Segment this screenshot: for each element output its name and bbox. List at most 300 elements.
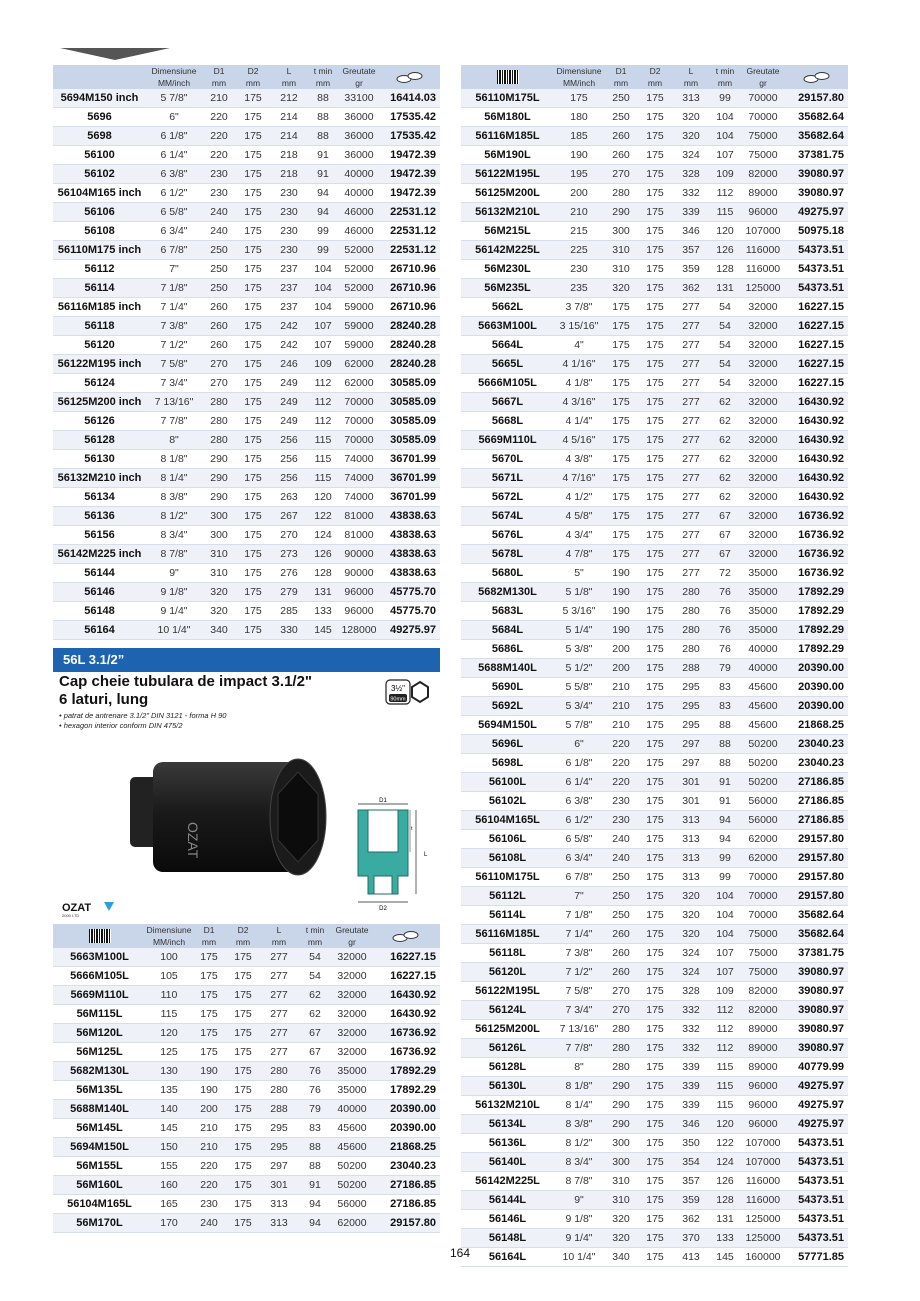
d2-cell: 175 — [638, 1229, 672, 1248]
t-min-cell: 91 — [710, 792, 740, 811]
price-cell: 43838.63 — [380, 507, 440, 526]
d2-cell: 175 — [236, 317, 270, 336]
d2-cell: 175 — [638, 811, 672, 830]
d2-cell: 175 — [638, 678, 672, 697]
d1-cell: 240 — [192, 1214, 226, 1233]
dimension-cell: 9 1/8" — [554, 1210, 604, 1229]
length-cell: 332 — [672, 1001, 710, 1020]
header-dim-unit: MM/inch — [554, 77, 604, 89]
product-code-cell: 56136 — [53, 507, 146, 526]
price-cell: 29157.80 — [786, 849, 848, 868]
socket-table-inch — [53, 65, 440, 640]
price-cell: 29157.80 — [786, 89, 848, 108]
d1-cell: 290 — [202, 488, 236, 507]
bolts-icon — [380, 65, 440, 89]
length-cell: 280 — [672, 621, 710, 640]
header-l: L — [270, 65, 308, 77]
dimension-cell: 6 3/4" — [146, 222, 202, 241]
product-code-cell: 56M120L — [53, 1024, 146, 1043]
dimension-cell: 7 3/4" — [554, 1001, 604, 1020]
t-min-cell: 91 — [710, 773, 740, 792]
weight-cell: 125000 — [740, 1210, 786, 1229]
weight-cell: 70000 — [740, 108, 786, 127]
d1-cell: 175 — [604, 526, 638, 545]
d2-cell: 175 — [638, 545, 672, 564]
length-cell: 214 — [270, 108, 308, 127]
header-dimension: Dimensiune — [554, 65, 604, 77]
d1-cell: 175 — [604, 393, 638, 412]
t-min-cell: 83 — [710, 678, 740, 697]
feature-item: • patrat de antrenare 3.1/2" DIN 3121 - forma H 90 — [59, 711, 227, 720]
price-cell: 39080.97 — [786, 184, 848, 203]
price-cell: 17892.29 — [372, 1081, 440, 1100]
d1-cell: 260 — [604, 925, 638, 944]
weight-cell: 96000 — [740, 1096, 786, 1115]
price-cell: 16430.92 — [372, 1005, 440, 1024]
product-code-cell: 56144 — [53, 564, 146, 583]
d2-cell: 175 — [236, 545, 270, 564]
table-row — [461, 849, 848, 868]
weight-cell: 32000 — [740, 355, 786, 374]
table-row — [461, 982, 848, 1001]
d1-cell: 280 — [604, 1020, 638, 1039]
d1-cell: 200 — [604, 659, 638, 678]
dimension-cell: 4 1/8" — [554, 374, 604, 393]
weight-cell: 125000 — [740, 1229, 786, 1248]
table-row — [53, 298, 440, 317]
price-cell: 27186.85 — [786, 811, 848, 830]
d1-cell: 175 — [192, 1024, 226, 1043]
d1-cell: 210 — [604, 716, 638, 735]
price-cell: 49275.97 — [786, 1096, 848, 1115]
table-row — [461, 260, 848, 279]
weight-cell: 35000 — [740, 602, 786, 621]
dimension-cell: 6 5/8" — [554, 830, 604, 849]
d1-cell: 210 — [604, 678, 638, 697]
product-code-cell: 56108L — [461, 849, 554, 868]
d2-cell: 175 — [236, 203, 270, 222]
price-cell: 36701.99 — [380, 469, 440, 488]
t-min-cell: 115 — [710, 203, 740, 222]
price-cell: 39080.97 — [786, 1001, 848, 1020]
table-row — [53, 450, 440, 469]
price-cell: 16227.15 — [372, 967, 440, 986]
d2-cell: 175 — [226, 1005, 260, 1024]
length-cell: 237 — [270, 260, 308, 279]
t-min-cell: 133 — [710, 1229, 740, 1248]
table-row — [461, 963, 848, 982]
t-min-cell: 124 — [710, 1153, 740, 1172]
d1-cell: 250 — [202, 260, 236, 279]
product-code-cell: 5674L — [461, 507, 554, 526]
price-cell: 28240.28 — [380, 355, 440, 374]
price-cell: 17535.42 — [380, 127, 440, 146]
weight-cell: 62000 — [740, 849, 786, 868]
d1-cell: 175 — [604, 431, 638, 450]
t-min-cell: 99 — [710, 849, 740, 868]
product-code-cell: 56118L — [461, 944, 554, 963]
d1-cell: 260 — [604, 944, 638, 963]
brand-sub: 2000 LTD — [62, 913, 80, 918]
product-code-cell: 5698L — [461, 754, 554, 773]
d1-cell: 175 — [604, 355, 638, 374]
length-cell: 256 — [270, 469, 308, 488]
diagram-l: L — [424, 852, 428, 858]
header-weight: Greutate — [740, 65, 786, 77]
weight-cell: 45600 — [740, 716, 786, 735]
price-cell: 30585.09 — [380, 412, 440, 431]
t-min-cell: 104 — [308, 279, 338, 298]
d2-cell: 175 — [236, 526, 270, 545]
t-min-cell: 88 — [308, 108, 338, 127]
price-cell: 19472.39 — [380, 165, 440, 184]
t-min-cell: 109 — [710, 165, 740, 184]
d1-cell: 250 — [604, 887, 638, 906]
length-cell: 237 — [270, 298, 308, 317]
product-code-cell: 5664L — [461, 336, 554, 355]
t-min-cell: 104 — [308, 298, 338, 317]
length-cell: 237 — [270, 279, 308, 298]
dimension-cell: 10 1/4" — [554, 1248, 604, 1267]
dimension-cell: 6 7/8" — [146, 241, 202, 260]
weight-cell: 74000 — [338, 469, 380, 488]
length-cell: 246 — [270, 355, 308, 374]
weight-cell: 59000 — [338, 298, 380, 317]
price-cell: 16430.92 — [786, 450, 848, 469]
d2-cell: 175 — [638, 431, 672, 450]
section-header: 56L 3.1/2” — [53, 648, 440, 672]
price-cell: 26710.96 — [380, 260, 440, 279]
table-row — [461, 450, 848, 469]
product-code-cell: 56136L — [461, 1134, 554, 1153]
table-row — [53, 108, 440, 127]
price-cell: 35682.64 — [786, 925, 848, 944]
table-row — [53, 127, 440, 146]
dimension-cell: 8 1/4" — [146, 469, 202, 488]
length-cell: 277 — [672, 526, 710, 545]
t-min-cell: 99 — [710, 868, 740, 887]
weight-cell: 70000 — [338, 393, 380, 412]
table-row — [461, 526, 848, 545]
d1-cell: 340 — [604, 1248, 638, 1267]
t-min-cell: 67 — [710, 545, 740, 564]
table-row — [461, 1248, 848, 1267]
price-cell: 17892.29 — [786, 640, 848, 659]
d2-cell: 175 — [236, 621, 270, 640]
d1-cell: 220 — [604, 754, 638, 773]
table-row — [461, 811, 848, 830]
price-cell: 37381.75 — [786, 146, 848, 165]
d1-cell: 210 — [604, 697, 638, 716]
d2-cell: 175 — [638, 1153, 672, 1172]
header-unit-gr: gr — [338, 77, 380, 89]
weight-cell: 75000 — [740, 146, 786, 165]
d1-cell: 175 — [604, 317, 638, 336]
dimension-cell: 215 — [554, 222, 604, 241]
d1-cell: 310 — [604, 1172, 638, 1191]
dimension-cell: 230 — [554, 260, 604, 279]
price-cell: 17892.29 — [786, 621, 848, 640]
product-code-cell: 56132M210L — [461, 1096, 554, 1115]
price-cell: 27186.85 — [786, 773, 848, 792]
table-row — [461, 203, 848, 222]
d2-cell: 175 — [638, 412, 672, 431]
d2-cell: 175 — [236, 108, 270, 127]
weight-cell: 45600 — [332, 1119, 372, 1138]
length-cell: 277 — [260, 1024, 298, 1043]
d2-cell: 175 — [638, 773, 672, 792]
dimension-cell: 105 — [146, 967, 192, 986]
table-row — [461, 1153, 848, 1172]
product-code-cell: 56106 — [53, 203, 146, 222]
table-row — [461, 298, 848, 317]
product-code-cell: 5670L — [461, 450, 554, 469]
page-number: 164 — [450, 1246, 471, 1260]
length-cell: 230 — [270, 184, 308, 203]
dimension-cell: 8 3/4" — [554, 1153, 604, 1172]
table-row — [461, 735, 848, 754]
dimension-cell: 5 1/4" — [554, 621, 604, 640]
table-row — [461, 146, 848, 165]
t-min-cell: 54 — [710, 298, 740, 317]
d2-cell: 175 — [226, 1100, 260, 1119]
d1-cell: 220 — [202, 127, 236, 146]
product-code-cell: 5676L — [461, 526, 554, 545]
table-row — [461, 754, 848, 773]
d2-cell: 175 — [226, 967, 260, 986]
product-code-cell: 56144L — [461, 1191, 554, 1210]
price-cell: 17892.29 — [786, 602, 848, 621]
d1-cell: 175 — [604, 298, 638, 317]
price-cell: 35682.64 — [786, 906, 848, 925]
length-cell: 256 — [270, 431, 308, 450]
product-code-cell: 56110M175L — [461, 868, 554, 887]
product-code-cell: 56146L — [461, 1210, 554, 1229]
t-min-cell: 145 — [308, 621, 338, 640]
length-cell: 212 — [270, 89, 308, 108]
d2-cell: 175 — [638, 1134, 672, 1153]
length-cell: 324 — [672, 944, 710, 963]
length-cell: 280 — [260, 1081, 298, 1100]
table-row — [461, 488, 848, 507]
header-unit-mm: mm — [604, 77, 638, 89]
t-min-cell: 88 — [308, 89, 338, 108]
length-cell: 270 — [270, 526, 308, 545]
dimension-cell: 4 1/16" — [554, 355, 604, 374]
bolts-icon — [372, 924, 440, 948]
length-cell: 295 — [672, 697, 710, 716]
t-min-cell: 115 — [308, 469, 338, 488]
d1-cell: 260 — [604, 963, 638, 982]
t-min-cell: 120 — [710, 222, 740, 241]
dimension-cell: 4 3/4" — [554, 526, 604, 545]
d2-cell: 175 — [638, 222, 672, 241]
product-code-cell: 56126 — [53, 412, 146, 431]
d1-cell: 210 — [192, 1138, 226, 1157]
length-cell: 214 — [270, 127, 308, 146]
product-code-cell: 56130 — [53, 450, 146, 469]
t-min-cell: 104 — [710, 887, 740, 906]
d1-cell: 290 — [604, 1077, 638, 1096]
weight-cell: 40000 — [740, 659, 786, 678]
t-min-cell: 112 — [710, 1001, 740, 1020]
weight-cell: 40000 — [338, 184, 380, 203]
t-min-cell: 76 — [710, 640, 740, 659]
length-cell: 354 — [672, 1153, 710, 1172]
product-code-cell: 56M235L — [461, 279, 554, 298]
weight-cell: 70000 — [740, 89, 786, 108]
price-cell: 16227.15 — [786, 298, 848, 317]
length-cell: 301 — [260, 1176, 298, 1195]
header-d1: D1 — [604, 65, 638, 77]
dimension-cell: 7 7/8" — [146, 412, 202, 431]
price-cell: 35682.64 — [786, 127, 848, 146]
table-row — [461, 659, 848, 678]
table-row — [53, 374, 440, 393]
drive-fraction: 3½" — [391, 684, 405, 693]
d1-cell: 175 — [604, 545, 638, 564]
table-row — [461, 716, 848, 735]
t-min-cell: 91 — [308, 146, 338, 165]
table-row — [53, 431, 440, 450]
d2-cell: 175 — [638, 1039, 672, 1058]
dimension-cell: 195 — [554, 165, 604, 184]
product-code-cell: 56102L — [461, 792, 554, 811]
table-row — [53, 621, 440, 640]
dimension-cell: 175 — [554, 89, 604, 108]
d2-cell: 175 — [638, 583, 672, 602]
product-code-cell: 5662L — [461, 298, 554, 317]
d1-cell: 300 — [604, 222, 638, 241]
price-cell: 21868.25 — [786, 716, 848, 735]
header-unit-mm: mm — [308, 77, 338, 89]
product-code-cell: 5663M100L — [461, 317, 554, 336]
table-row — [53, 260, 440, 279]
weight-cell: 40000 — [740, 640, 786, 659]
weight-cell: 82000 — [740, 1001, 786, 1020]
length-cell: 324 — [672, 963, 710, 982]
d1-cell: 175 — [192, 1005, 226, 1024]
length-cell: 280 — [672, 640, 710, 659]
product-code-cell: 56125M200L — [461, 184, 554, 203]
table-row — [461, 1077, 848, 1096]
price-cell: 43838.63 — [380, 526, 440, 545]
price-cell: 29157.80 — [786, 887, 848, 906]
weight-cell: 32000 — [740, 393, 786, 412]
header-unit-mm: mm — [226, 936, 260, 948]
product-code-cell: 5692L — [461, 697, 554, 716]
product-code-cell: 56100 — [53, 146, 146, 165]
weight-cell: 62000 — [740, 830, 786, 849]
header-d2: D2 — [638, 65, 672, 77]
d1-cell: 200 — [192, 1100, 226, 1119]
dimension-cell: 9 1/8" — [146, 583, 202, 602]
dimension-cell: 6 3/4" — [554, 849, 604, 868]
product-code-cell: 5667L — [461, 393, 554, 412]
length-cell: 357 — [672, 241, 710, 260]
t-min-cell: 94 — [308, 184, 338, 203]
weight-cell: 40000 — [332, 1100, 372, 1119]
svg-text:OZAT: OZAT — [185, 822, 201, 859]
weight-cell: 75000 — [740, 127, 786, 146]
price-cell: 29157.80 — [786, 830, 848, 849]
length-cell: 277 — [672, 336, 710, 355]
length-cell: 295 — [672, 678, 710, 697]
dimension-cell: 6 7/8" — [554, 868, 604, 887]
d2-cell: 175 — [236, 184, 270, 203]
price-cell: 28240.28 — [380, 336, 440, 355]
length-cell: 313 — [672, 811, 710, 830]
table-row — [461, 184, 848, 203]
dimension-cell: 4 5/16" — [554, 431, 604, 450]
d1-cell: 320 — [202, 583, 236, 602]
product-code-cell: 5694M150L — [53, 1138, 146, 1157]
weight-cell: 75000 — [740, 963, 786, 982]
weight-cell: 70000 — [740, 868, 786, 887]
length-cell: 332 — [672, 1039, 710, 1058]
t-min-cell: 126 — [308, 545, 338, 564]
d2-cell: 175 — [236, 222, 270, 241]
t-min-cell: 112 — [710, 1039, 740, 1058]
product-code-cell: 5678L — [461, 545, 554, 564]
product-code-cell: 56110M175L — [461, 89, 554, 108]
dimension-cell: 125 — [146, 1043, 192, 1062]
dimension-cell: 9 1/4" — [554, 1229, 604, 1248]
length-cell: 288 — [260, 1100, 298, 1119]
product-code-cell: 56126L — [461, 1039, 554, 1058]
table-row — [53, 1024, 440, 1043]
t-min-cell: 104 — [710, 108, 740, 127]
t-min-cell: 88 — [710, 754, 740, 773]
length-cell: 346 — [672, 222, 710, 241]
product-code-cell: 56132M210L — [461, 203, 554, 222]
product-code-cell: 56134 — [53, 488, 146, 507]
d2-cell: 175 — [638, 887, 672, 906]
header-unit-gr: gr — [332, 936, 372, 948]
length-cell: 249 — [270, 374, 308, 393]
price-cell: 54373.51 — [786, 1153, 848, 1172]
length-cell: 277 — [672, 545, 710, 564]
t-min-cell: 104 — [308, 260, 338, 279]
t-min-cell: 76 — [298, 1081, 332, 1100]
product-code-cell: 56M215L — [461, 222, 554, 241]
weight-cell: 50200 — [740, 735, 786, 754]
weight-cell: 107000 — [740, 1153, 786, 1172]
t-min-cell: 107 — [308, 336, 338, 355]
t-min-cell: 128 — [308, 564, 338, 583]
table-row — [53, 317, 440, 336]
t-min-cell: 112 — [710, 1020, 740, 1039]
price-cell: 16736.92 — [786, 545, 848, 564]
product-code-cell: 56110M175 inch — [53, 241, 146, 260]
header-unit-mm: mm — [192, 936, 226, 948]
weight-cell: 36000 — [338, 146, 380, 165]
length-cell: 339 — [672, 1058, 710, 1077]
length-cell: 320 — [672, 925, 710, 944]
t-min-cell: 91 — [298, 1176, 332, 1195]
price-cell: 22531.12 — [380, 241, 440, 260]
length-cell: 277 — [672, 431, 710, 450]
dimension-cell: 7 3/8" — [554, 944, 604, 963]
table-row — [461, 108, 848, 127]
product-code-cell: 56134L — [461, 1115, 554, 1134]
t-min-cell: 120 — [308, 488, 338, 507]
length-cell: 230 — [270, 222, 308, 241]
dimension-cell: 7 1/2" — [146, 336, 202, 355]
price-cell: 16430.92 — [786, 469, 848, 488]
length-cell: 328 — [672, 982, 710, 1001]
weight-cell: 32000 — [332, 1005, 372, 1024]
